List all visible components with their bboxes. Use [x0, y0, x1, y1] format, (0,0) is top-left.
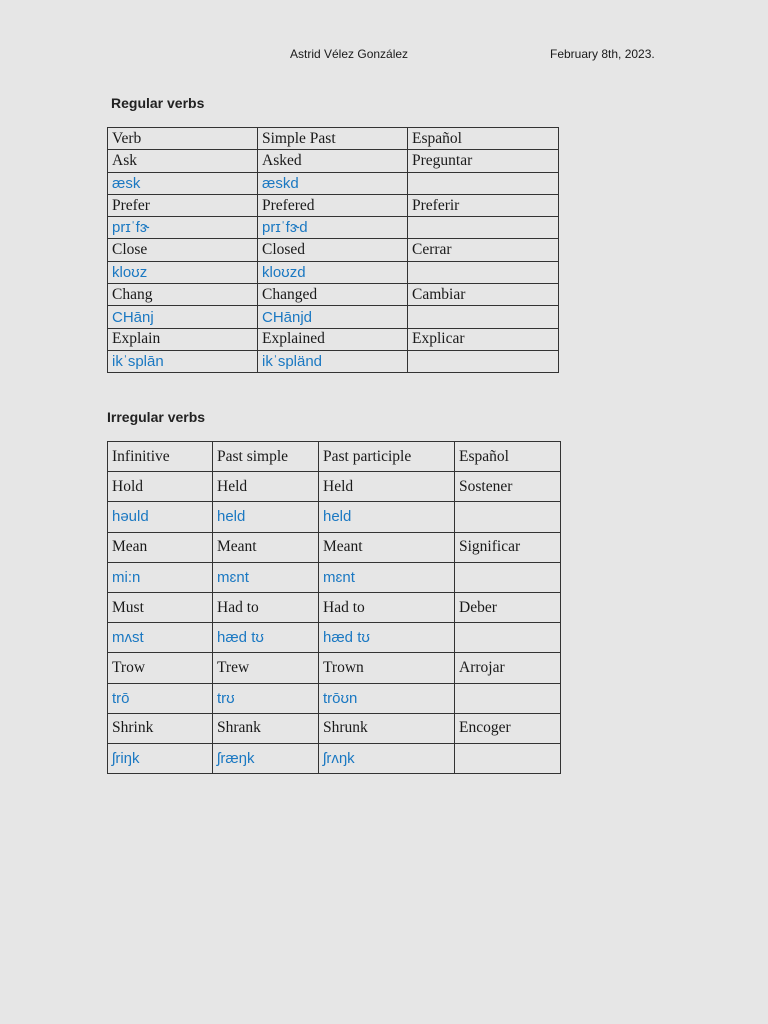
phonetic-cell: ʃriŋk [108, 743, 213, 773]
phonetic-cell [408, 306, 559, 328]
table-cell: Cambiar [408, 284, 559, 306]
phonetic-cell: həuld [108, 502, 213, 532]
table-cell: Shrunk [319, 713, 455, 743]
table-cell: Meant [319, 532, 455, 562]
table-row [108, 328, 559, 350]
table-row [108, 713, 561, 743]
table-cell: Explained [258, 328, 408, 350]
table-row [108, 472, 561, 502]
table-cell: Ask [108, 150, 258, 172]
table-cell: Hold [108, 472, 213, 502]
table-cell: Arrojar [455, 653, 561, 683]
phonetic-cell [455, 743, 561, 773]
phonetic-row [108, 623, 561, 653]
table-header-row [108, 128, 559, 150]
phonetic-row [108, 306, 559, 328]
irregular-verbs-table [107, 441, 561, 774]
table-cell: Closed [258, 239, 408, 261]
phonetic-cell: prɪˈfɝ [108, 217, 258, 239]
table-cell: Must [108, 592, 213, 622]
table-row [108, 239, 559, 261]
phonetic-cell: trō [108, 683, 213, 713]
phonetic-cell: ikˈsplān [108, 350, 258, 372]
phonetic-cell: trōʊn [319, 683, 455, 713]
table-cell: Sostener [455, 472, 561, 502]
table-cell: Prefer [108, 194, 258, 216]
table-cell: Changed [258, 284, 408, 306]
table-row [108, 284, 559, 306]
table-row [108, 653, 561, 683]
table-cell: Chang [108, 284, 258, 306]
phonetic-row [108, 562, 561, 592]
table-cell: Encoger [455, 713, 561, 743]
table-cell: Cerrar [408, 239, 559, 261]
table-cell: Significar [455, 532, 561, 562]
table-cell: Had to [319, 592, 455, 622]
phonetic-cell: kloʊzd [258, 261, 408, 283]
table-cell: Shrink [108, 713, 213, 743]
phonetic-cell: held [319, 502, 455, 532]
phonetic-cell: mʌst [108, 623, 213, 653]
table-row [108, 194, 559, 216]
phonetic-cell [455, 623, 561, 653]
phonetic-cell: mi:n [108, 562, 213, 592]
table-cell: Asked [258, 150, 408, 172]
phonetic-cell [455, 683, 561, 713]
table-cell: Held [319, 472, 455, 502]
table-cell: Mean [108, 532, 213, 562]
table-cell: Shrank [213, 713, 319, 743]
phonetic-cell: æskd [258, 172, 408, 194]
table-cell: Prefered [258, 194, 408, 216]
regular-verbs-title: Regular verbs [111, 95, 205, 111]
phonetic-cell: CHānjd [258, 306, 408, 328]
phonetic-row [108, 683, 561, 713]
column-header: Past simple [213, 442, 319, 472]
table-cell: Had to [213, 592, 319, 622]
table-cell: Held [213, 472, 319, 502]
phonetic-cell: kloʊz [108, 261, 258, 283]
phonetic-cell: ʃræŋk [213, 743, 319, 773]
phonetic-row [108, 217, 559, 239]
table-cell: Preguntar [408, 150, 559, 172]
column-header: Infinitive [108, 442, 213, 472]
phonetic-cell: held [213, 502, 319, 532]
phonetic-cell: æsk [108, 172, 258, 194]
phonetic-row [108, 350, 559, 372]
phonetic-row [108, 172, 559, 194]
author-name: Astrid Vélez González [290, 47, 409, 61]
table-header-row [108, 442, 561, 472]
phonetic-cell: ʃrʌŋk [319, 743, 455, 773]
table-cell: Explain [108, 328, 258, 350]
phonetic-cell: CHānj [108, 306, 258, 328]
column-header: Simple Past [258, 128, 408, 150]
phonetic-cell [455, 562, 561, 592]
table-cell: Deber [455, 592, 561, 622]
table-cell: Explicar [408, 328, 559, 350]
document-date: February 8th, 2023. [550, 47, 655, 61]
phonetic-cell [408, 350, 559, 372]
table-cell: Meant [213, 532, 319, 562]
phonetic-cell [408, 217, 559, 239]
table-cell: Preferir [408, 194, 559, 216]
phonetic-cell: hæd tʊ [319, 623, 455, 653]
irregular-verbs-title: Irregular verbs [107, 409, 206, 425]
table-row [108, 532, 561, 562]
phonetic-cell: prɪˈfɝd [258, 217, 408, 239]
table-cell: Trow [108, 653, 213, 683]
phonetic-cell: mɛnt [319, 562, 455, 592]
phonetic-cell: trʊ [213, 683, 319, 713]
table-row [108, 150, 559, 172]
column-header: Verb [108, 128, 258, 150]
phonetic-row [108, 261, 559, 283]
column-header: Español [408, 128, 559, 150]
table-cell: Trown [319, 653, 455, 683]
phonetic-cell: hæd tʊ [213, 623, 319, 653]
phonetic-cell [455, 502, 561, 532]
regular-verbs-table [107, 127, 559, 373]
phonetic-cell: mɛnt [213, 562, 319, 592]
phonetic-row [108, 743, 561, 773]
table-cell: Close [108, 239, 258, 261]
phonetic-row [108, 502, 561, 532]
column-header: Past participle [319, 442, 455, 472]
table-cell: Trew [213, 653, 319, 683]
table-row [108, 592, 561, 622]
phonetic-cell: ikˈspländ [258, 350, 408, 372]
column-header: Español [455, 442, 561, 472]
phonetic-cell [408, 261, 559, 283]
phonetic-cell [408, 172, 559, 194]
